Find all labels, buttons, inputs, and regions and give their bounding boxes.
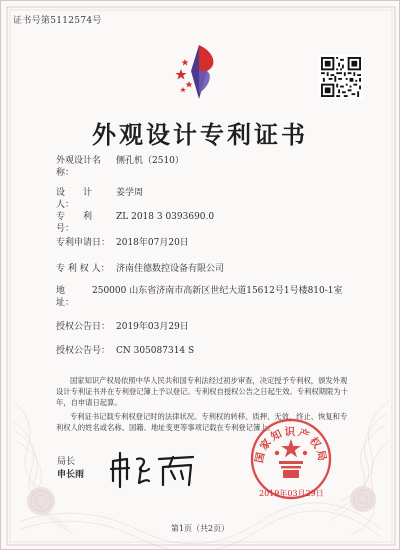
field-filing-date [56, 237, 356, 249]
field-value: 侧孔机（2510） [116, 156, 184, 166]
field-value: ZL 2018 3 0393690.0 [116, 212, 215, 222]
field-grant-number [56, 345, 356, 357]
page-indicator: 第1页（共2页） [170, 524, 230, 533]
field-label: 外观设计名称： [56, 156, 102, 178]
body-paragraph: 国家知识产权局依照中华人民共和国专利法经过初步审查，决定授予专利权，颁发外观设计专利证书并在专利登记簿上予以登记。专利权自授权公告之日起生效。专利权期限为十年，自申请日起算。 [56, 376, 348, 407]
document-title: 外观设计专利证书 [92, 120, 308, 149]
cnipa-emblem-icon [169, 41, 229, 101]
field-label: 授权公告日： [56, 322, 111, 332]
field-label: 授权公告号： [56, 346, 111, 356]
signatory-title: 局长 [57, 457, 76, 467]
field-value: 250000 山东省济南市高新区世纪大道15612号1号楼810-1室 [92, 286, 343, 296]
signatory-name: 申长雨 [57, 470, 85, 480]
qr-code [319, 55, 363, 99]
field-patentee [56, 263, 356, 275]
field-label: 设 计 人： [56, 188, 102, 210]
field-value: 2018年07月20日 [116, 238, 189, 248]
handwritten-signature [103, 447, 203, 492]
field-patent-number [56, 211, 356, 235]
field-value: 姜学周 [116, 188, 144, 198]
seal-date: 2019年03月29日 [259, 489, 324, 498]
field-design-name [56, 155, 356, 179]
field-grant-date [56, 321, 356, 333]
field-designer [56, 187, 356, 211]
signatory-block [57, 456, 84, 482]
field-label: 地 址： [56, 286, 93, 308]
field-label: 专利申请日： [56, 238, 111, 248]
field-value: 2019年03月29日 [116, 322, 189, 332]
field-address [56, 285, 356, 309]
svg-text:国家知识产权局: 国家知识产权局 [253, 426, 329, 465]
body-paragraph: 专利证书记载专利权登记时的法律状况。专利权的转移、质押、无效、终止、恢复和专利权人的姓名或名称、国籍、地址变更等事项记载在专利登记簿上。 [56, 412, 348, 432]
field-value: CN 305087314 S [116, 346, 195, 356]
field-label: 专 利 号： [56, 212, 102, 234]
field-value: 济南佳德数控设备有限公司 [116, 264, 225, 274]
certificate-number: 证书号第5112574号 [13, 16, 102, 26]
field-label: 专 利 权 人： [56, 264, 110, 274]
